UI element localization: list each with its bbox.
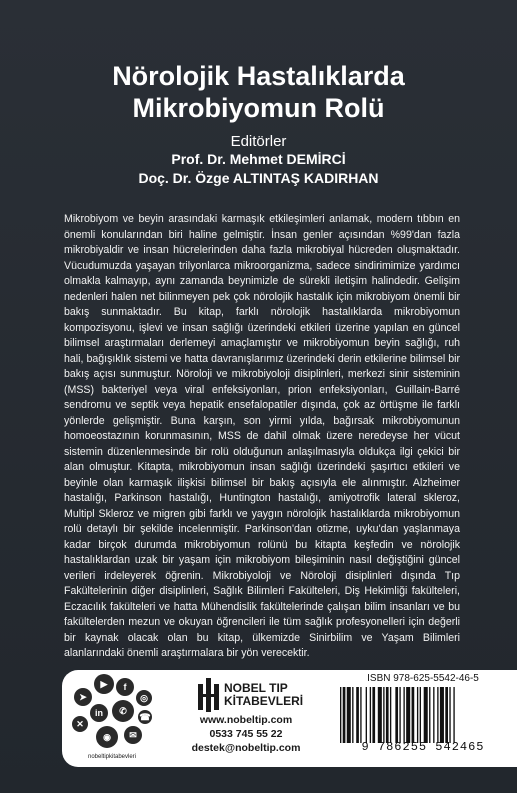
barcode-bar bbox=[360, 687, 361, 743]
barcode-number: 9 786255 542465 bbox=[361, 740, 485, 754]
barcode-bar bbox=[433, 687, 434, 743]
barcode-bar bbox=[437, 687, 438, 743]
barcode-bar bbox=[383, 687, 384, 743]
mail-icon: ✉ bbox=[124, 726, 142, 744]
barcode-bar bbox=[429, 687, 430, 743]
barcode-bar bbox=[399, 687, 400, 743]
publisher-email: destek@nobeltip.com bbox=[191, 742, 301, 754]
youtube-icon: ▶ bbox=[94, 674, 114, 694]
barcode-bar bbox=[417, 687, 418, 743]
instagram-icon: ◎ bbox=[136, 690, 152, 706]
social-icon-cluster bbox=[68, 674, 158, 752]
publisher-name-line-2: KİTABEVLERİ bbox=[224, 694, 304, 708]
publisher-name bbox=[224, 682, 303, 708]
editors-label: Editörler bbox=[230, 133, 287, 150]
barcode-bar bbox=[343, 687, 346, 743]
whatsapp-icon: ✆ bbox=[112, 700, 134, 722]
barcode-bar bbox=[445, 687, 448, 743]
phone-icon: ☎ bbox=[138, 710, 152, 724]
isbn-panel bbox=[328, 670, 517, 767]
social-panel bbox=[62, 670, 162, 767]
barcode-bar bbox=[412, 687, 415, 743]
isbn-label: ISBN 978-625-5542-46-5 bbox=[367, 673, 479, 684]
barcode-bar bbox=[403, 687, 404, 743]
barcode-bar bbox=[390, 687, 391, 743]
social-handle: nobeltipkitabevleri bbox=[87, 754, 137, 760]
barcode-bar bbox=[420, 687, 421, 743]
barcode-bar bbox=[372, 687, 375, 743]
publisher-phone: 0533 745 55 22 bbox=[209, 728, 283, 740]
barcode-bar bbox=[366, 687, 367, 743]
publisher-website: www.nobeltip.com bbox=[199, 714, 293, 726]
barcode-bar bbox=[370, 687, 371, 743]
barcode-bar bbox=[386, 687, 389, 743]
publisher-panel bbox=[162, 670, 330, 767]
barcode-bar bbox=[453, 687, 454, 743]
barcode-bar bbox=[440, 687, 444, 743]
barcode-bar bbox=[347, 687, 351, 743]
barcode-bar bbox=[395, 687, 398, 743]
cover-footer bbox=[62, 670, 517, 770]
barcode-bar bbox=[424, 687, 428, 743]
editor-name-2: Doç. Dr. Özge ALTINTAŞ KADIRHAN bbox=[138, 170, 379, 186]
telegram-icon: ➤ bbox=[74, 688, 92, 706]
barcode-bar bbox=[449, 687, 450, 743]
linkedin-icon: in bbox=[90, 704, 108, 722]
barcode-image bbox=[338, 687, 514, 743]
title-line-1: Nörolojik Hastalıklarda bbox=[112, 61, 405, 91]
barcode-bar bbox=[378, 687, 382, 743]
twitter-icon: ✕ bbox=[72, 716, 88, 732]
book-description: Mikrobiyom ve beyin arasındaki karmaşık etkileşimleri anlamak, modern tıbbın en önemli konularından biri haline gelmiştir. İnsan genler açısından %99'dan fazla mikrobiyaldir ve insan hücrelerinden daha fazla mikrobiyal hücreden oluşmaktadır. Vücudumuzda yaşayan trilyonlarca mikroorganizma, sadece sindirimimize yardımcı olmakla kalmayıp, aynı zamanda beynimizle de sürekli iletişim halindedir. Gelişim nedenleri halen net bilinmeyen pek çok nörolojik hastalık için mikrobiyom önemli bir bakış sunmaktadır. Bu kitap, farklı nörolojik hastalıklarda mikrobiyomun kompozisyonu, işlevi ve insan sağlığı üzerindeki etkileri üzerine yapılan en güncel bilimsel araştırmaları derlemeyi amaçlamıştır ve mikrobiyomun beyin sağlığı, ruh hali, bağışıklık sistemi ve hatta davranışlarımız üzerindeki derin etkilerine bilimsel bir bakış açısı sunmuştur. Nöroloji ve mikrobiyoloji disiplinleri, merkezi sinir sisteminin (MSS) bakteriyel veya viral enfeksiyonları, prion enfeksiyonları, Guillain-Barré sendromu ve septik veya hepatik ensefalopatiler dışında, çok az örtüşme ile farklı yönlerde gelişmiştir. Buna karşın, son yirmi yılda, bağırsak mikrobiyomunun homoeostazının korunmasının, MSS de dahil olmak üzere neredeyse her vücut sistemin düzenlenmesinde bir rolü olduğunun anlaşılmasıyla oldukça ilgi çekici bir alan olmuştur. Kitapta, mikrobiyomun insan sağlığı üzerindeki şaşırtıcı etkileri ve beyinle olan karmaşık ilişkisi bilimsel bir bakış açısıyla ele alınmıştır. Alzheimer hastalığı, Parkinson hastalığı, Huntington hastalığı, amiyotrofik lateral skleroz, Multipl Skleroz ve migren gibi farklı ve yaygın nörolojik hastalıklarda mikrobiyomun rolü detaylı bir şekilde incelenmiştir. Parkinson'dan otizme, uyku'dan yaşlanmaya kadar birçok durumda mikrobiyomun rolünü bu kitapta keşfedin ve nörolojik hastalıklardan uzak bir yaşam için mikrobiyom bileşiminin nasıl değiştiğini güncel verileri irdeleyerek öğrenin. Mikrobiyoloji ve Nöroloji disiplinleri dışında Tıp Fakültelerinin diğer disiplinleri, Sağlık Bilimleri Fakülteleri, Diş Hekimliği fakülteleri, Eczacılık fakülteleri ve hatta Mühendislik fakültelerinde çalışan bilim insanları ve bu fakültelerden mezun ve okuyan öğrencileri ile tüm sağlık profesyonelleri için değerli bir kaynak olacak olan bu kitap, ülkemizde Sinirbilim ve Yaşam Bilimleri alanlarındaki önemli araştırmalara bir yön verecektir. bbox=[64, 213, 460, 659]
barcode-bar bbox=[340, 687, 341, 743]
title-line-2: Mikrobiyomun Rolü bbox=[132, 93, 385, 123]
book-title bbox=[0, 60, 517, 124]
publisher-name-line-1: NOBEL TIP bbox=[224, 681, 288, 695]
barcode-bar bbox=[352, 687, 353, 743]
publisher-logo-icon bbox=[196, 678, 222, 712]
editor-name-1: Prof. Dr. Mehmet DEMİRCİ bbox=[171, 151, 346, 167]
facebook-icon: f bbox=[116, 678, 134, 696]
barcode-bar bbox=[406, 687, 410, 743]
barcode-bar bbox=[356, 687, 359, 743]
web-icon: ◉ bbox=[96, 726, 118, 748]
